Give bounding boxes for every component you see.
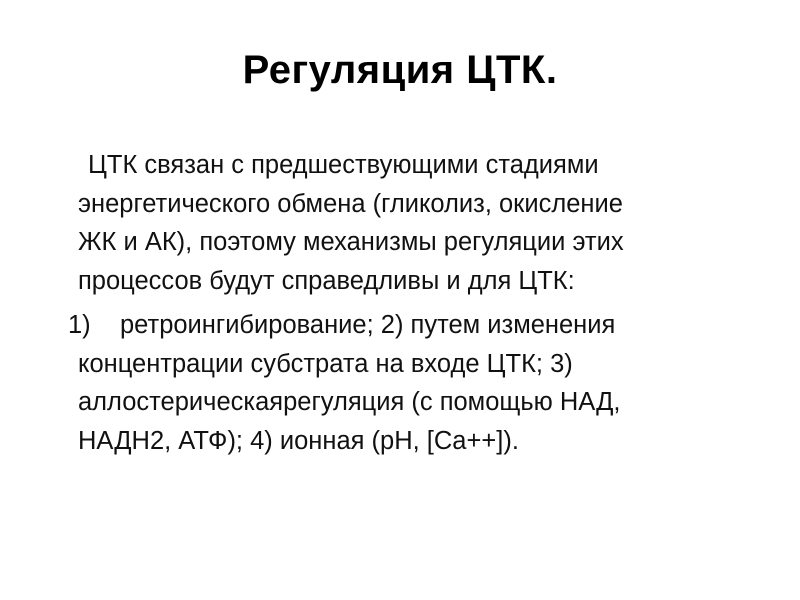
paragraph-line bbox=[68, 306, 758, 345]
paragraph-line-text: ЦТК связан с предшествующими стадиями bbox=[88, 151, 599, 179]
paragraph-line bbox=[78, 146, 758, 185]
paragraph-line: ЖК и АК), поэтому механизмы регуляции этих bbox=[78, 228, 624, 256]
paragraph-line: концентрации субстрата на входе ЦТК; 3) bbox=[78, 349, 573, 378]
list-number: 1) bbox=[68, 311, 91, 339]
paragraph-line-text: ретроингибирование; 2) путем изменения bbox=[120, 311, 616, 339]
paragraph-line: энергетического обмена (гликолиз, окисление bbox=[78, 189, 623, 218]
paragraph-line: процессов будут справедливы и для ЦТК: bbox=[78, 266, 575, 295]
slide-title: Регуляция ЦТК. bbox=[242, 48, 558, 92]
paragraph-line: НАДН2, АТФ); 4) ионная (pH, [Ca++]). bbox=[78, 426, 519, 455]
paragraph-regulation-list bbox=[68, 306, 758, 460]
slide-body bbox=[68, 146, 758, 460]
paragraph-intro bbox=[78, 146, 758, 300]
paragraph-line: аллостерическаярегуляция (с помощью НАД, bbox=[78, 388, 621, 416]
